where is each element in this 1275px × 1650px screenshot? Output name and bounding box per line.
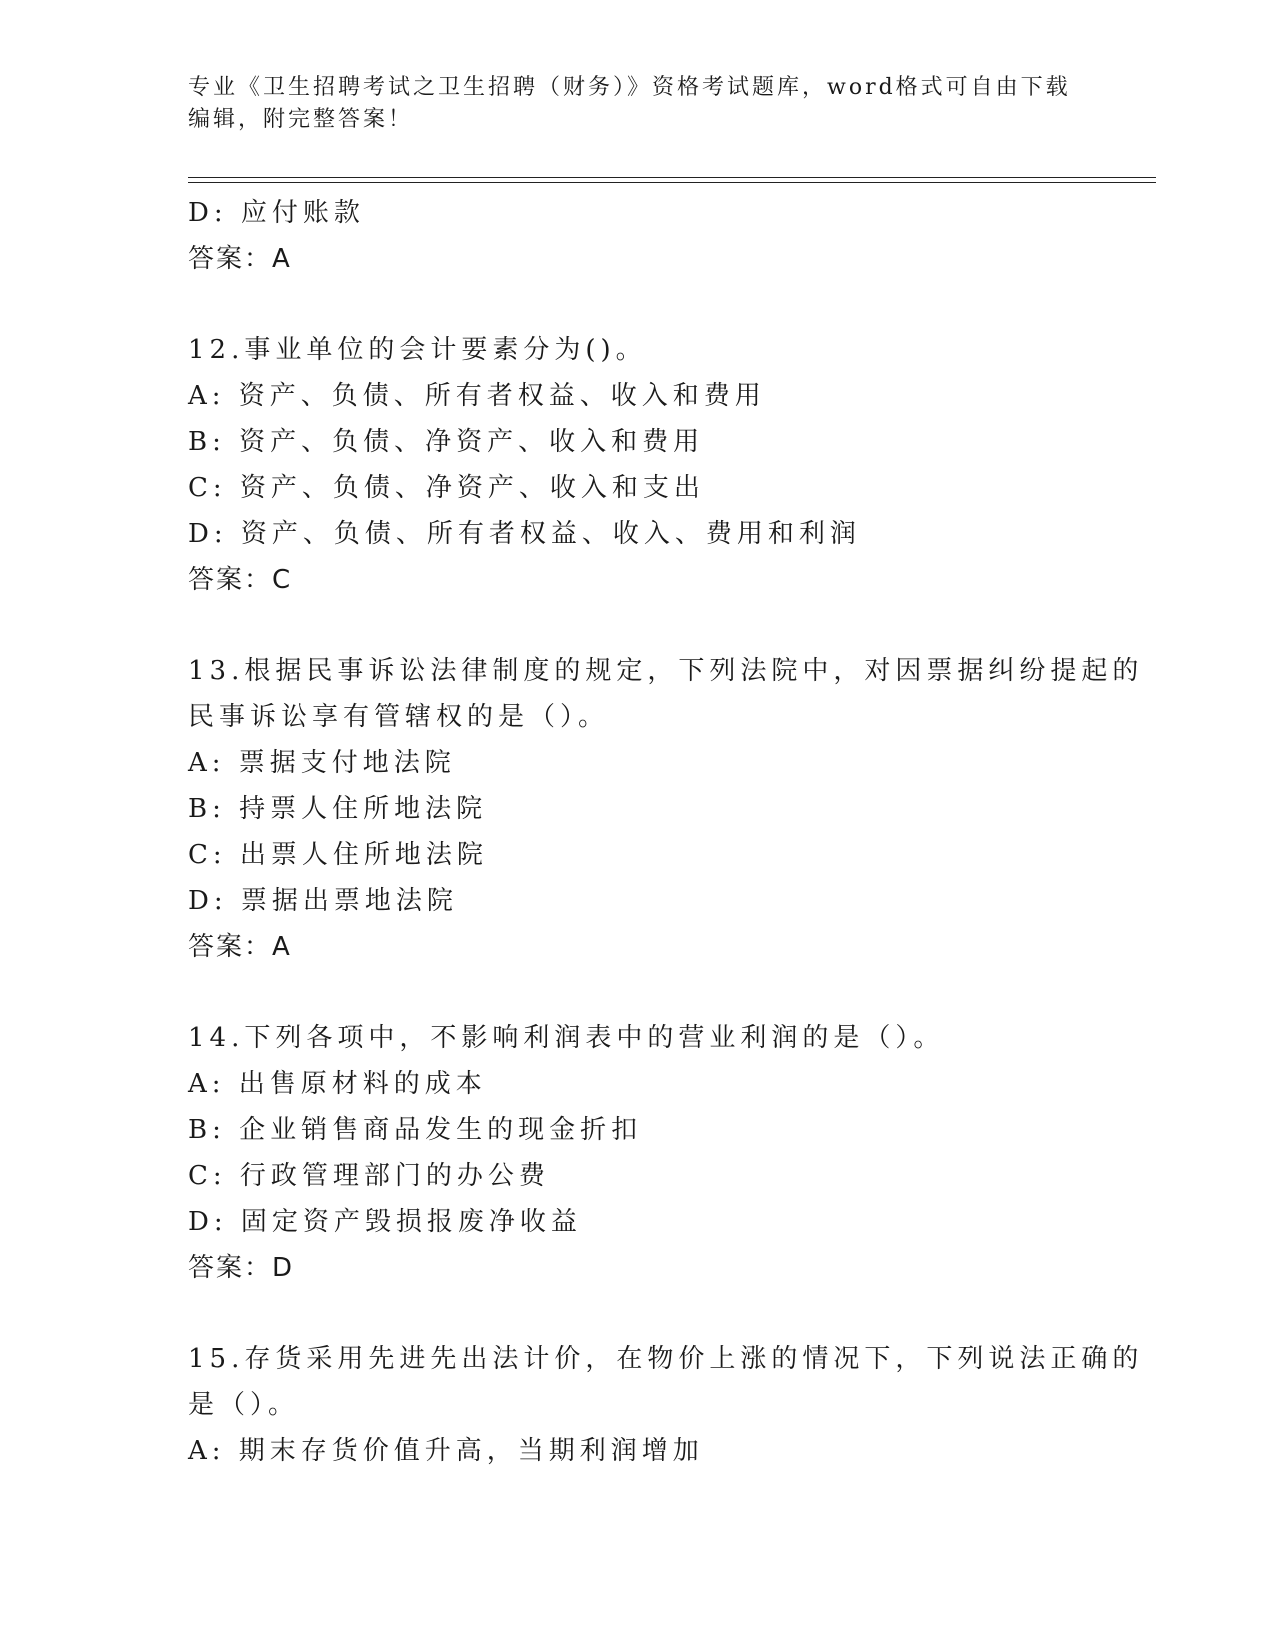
question-13 bbox=[188, 648, 1144, 970]
option-d: D: 固定资产毁损报废净收益 bbox=[188, 1207, 582, 1237]
header-divider-bottom bbox=[188, 182, 1156, 183]
answer-line: 答案：D bbox=[188, 1253, 295, 1283]
option-a: A: 票据支付地法院 bbox=[188, 748, 456, 778]
option-d: D: 应付账款 bbox=[188, 198, 365, 228]
answer-line: 答案：A bbox=[188, 932, 292, 962]
header-divider-top bbox=[188, 177, 1156, 178]
option-b: B: 资产、负债、净资产、收入和费用 bbox=[188, 427, 705, 457]
question-14 bbox=[188, 1015, 1088, 1291]
question-stem: 13.根据民事诉讼法律制度的规定，下列法院中，对因票据纠纷提起的 bbox=[188, 656, 1144, 686]
option-b: B: 企业销售商品发生的现金折扣 bbox=[188, 1115, 643, 1145]
question-15 bbox=[188, 1336, 1144, 1474]
document-body bbox=[188, 190, 1144, 1474]
option-b: B: 持票人住所地法院 bbox=[188, 794, 488, 824]
answer-line: 答案：C bbox=[188, 565, 293, 595]
option-c: C: 行政管理部门的办公费 bbox=[188, 1161, 550, 1191]
option-d: D: 资产、负债、所有者权益、收入、费用和利润 bbox=[188, 519, 861, 549]
option-d: D: 票据出票地法院 bbox=[188, 886, 458, 916]
question-stem-continued: 民事诉讼享有管辖权的是（）。 bbox=[188, 702, 610, 732]
document-header bbox=[188, 72, 1088, 136]
question-stem: 15.存货采用先进先出法计价，在物价上涨的情况下，下列说法正确的 bbox=[188, 1344, 1144, 1374]
question-stem: 14.下列各项中，不影响利润表中的营业利润的是（）。 bbox=[188, 1023, 945, 1053]
option-a: A: 资产、负债、所有者权益、收入和费用 bbox=[188, 381, 766, 411]
question-12 bbox=[188, 327, 1088, 603]
option-c: C: 资产、负债、净资产、收入和支出 bbox=[188, 473, 705, 503]
question-stem-continued: 是（）。 bbox=[188, 1390, 300, 1420]
option-c: C: 出票人住所地法院 bbox=[188, 840, 488, 870]
header-line-1: 专业《卫生招聘考试之卫生招聘（财务）》资格考试题库，word格式可自由下载 bbox=[188, 75, 1071, 100]
option-a: A: 期末存货价值升高，当期利润增加 bbox=[188, 1436, 704, 1466]
question-stem: 12.事业单位的会计要素分为()。 bbox=[188, 335, 647, 365]
option-a: A: 出售原材料的成本 bbox=[188, 1069, 487, 1099]
header-line-2: 编辑，附完整答案！ bbox=[188, 107, 414, 132]
answer-line: 答案：A bbox=[188, 244, 292, 274]
